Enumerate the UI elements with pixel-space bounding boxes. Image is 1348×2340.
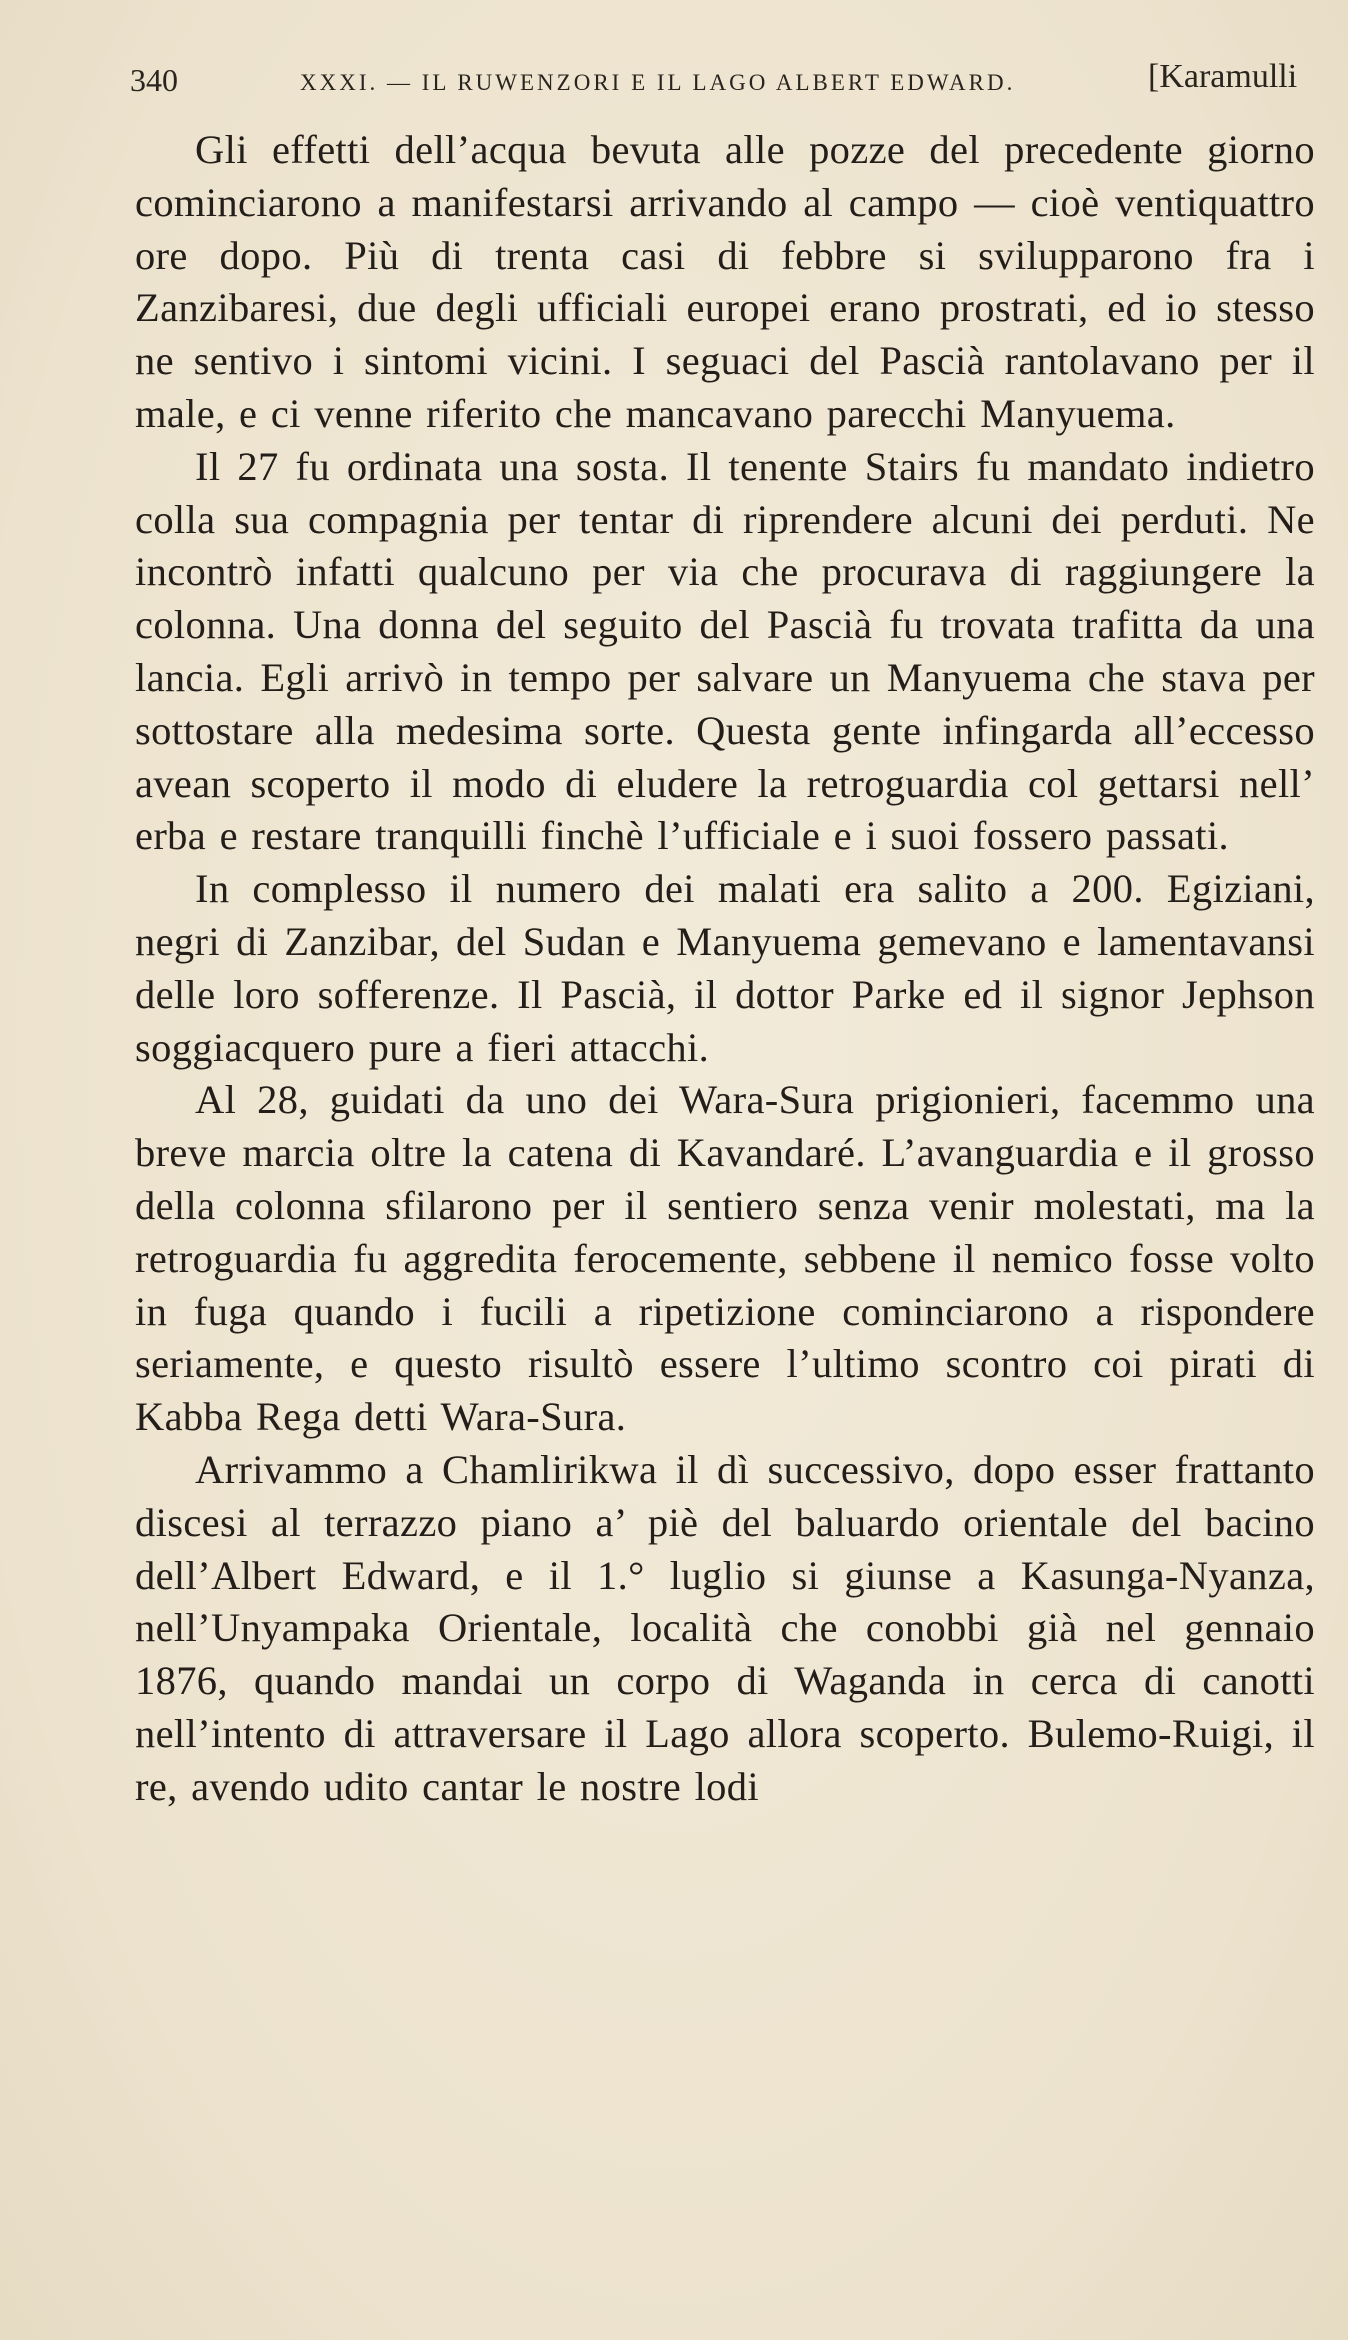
paragraph: In complesso il numero dei malati era salito a 200. Egiziani, negri di Zanzibar, del Sudan e Manyuema gemevano e lamentavansi delle loro sofferenze. Il Pascià, il dottor Parke ed il signor Jephson soggiacquero pure a fieri attacchi. bbox=[135, 866, 1315, 1070]
page-header bbox=[130, 58, 1330, 110]
page-number: 340 bbox=[130, 62, 178, 98]
body-text bbox=[135, 124, 1315, 1814]
paragraph: Arrivammo a Chamlirikwa il dì successivo, dopo esser frattanto discesi al terrazzo piano a’ piè del baluardo orientale del bacino dell’Albert Edward, e il 1.° luglio si giunse a Kasunga-Nyanza, nell’Unyampaka Orientale, località che conobbi già nel gennaio 1876, quando mandai un corpo di Waganda in cerca di canotti nell’intento di attraversare il Lago allora scoperto. Bulemo-Ruigi, il re, avendo udito cantar le nostre lodi bbox=[135, 1446, 1315, 1809]
paragraph: Al 28, guidati da uno dei Wara-Sura prigionieri, facemmo una breve marcia oltre la catena di Kavandaré. L’avanguardia e il grosso della colonna sfilarono per il sentiero senza venir molestati, ma la retroguardia fu aggredita ferocemente, sebbene il nemico fosse volto in fuga quando i fucili a ripetizione cominciarono a rispondere seriamente, e questo risultò essere l’ultimo scontro coi pirati di Kabba Rega detti Wara-Sura. bbox=[135, 1077, 1315, 1440]
running-head: XXXI. — IL RUWENZORI E IL LAGO ALBERT EDWARD. bbox=[300, 70, 1016, 95]
paragraph: Gli effetti dell’acqua bevuta alle pozze del precedente giorno cominciarono a manifestarsi arrivando al campo — cioè ventiquattro ore dopo. Più di trenta casi di febbre si svilupparono fra i Zanzibaresi, due degli ufficiali europei erano prostrati, ed io stesso ne sentivo i sintomi vicini. I seguaci del Pascià rantolavano per il male, e ci venne riferito che mancavano parecchi Manyuema. bbox=[135, 127, 1315, 436]
side-head: [Karamulli bbox=[1148, 58, 1298, 95]
paragraph: Il 27 fu ordinata una sosta. Il tenente Stairs fu mandato indietro colla sua compagnia per tentar di riprendere alcuni dei perduti. Ne incontrò infatti qualcuno per via che procurava di raggiungere la colonna. Una donna del seguito del Pascià fu trovata trafitta da una lancia. Egli arrivò in tempo per salvare un Manyuema che stava per sottostare alla medesima sorte. Questa gente infingarda all’eccesso avean scoperto il modo di eludere la retroguardia col gettarsi nell’ erba e restare tranquilli finchè l’ufficiale e i suoi fossero passati. bbox=[135, 443, 1315, 859]
